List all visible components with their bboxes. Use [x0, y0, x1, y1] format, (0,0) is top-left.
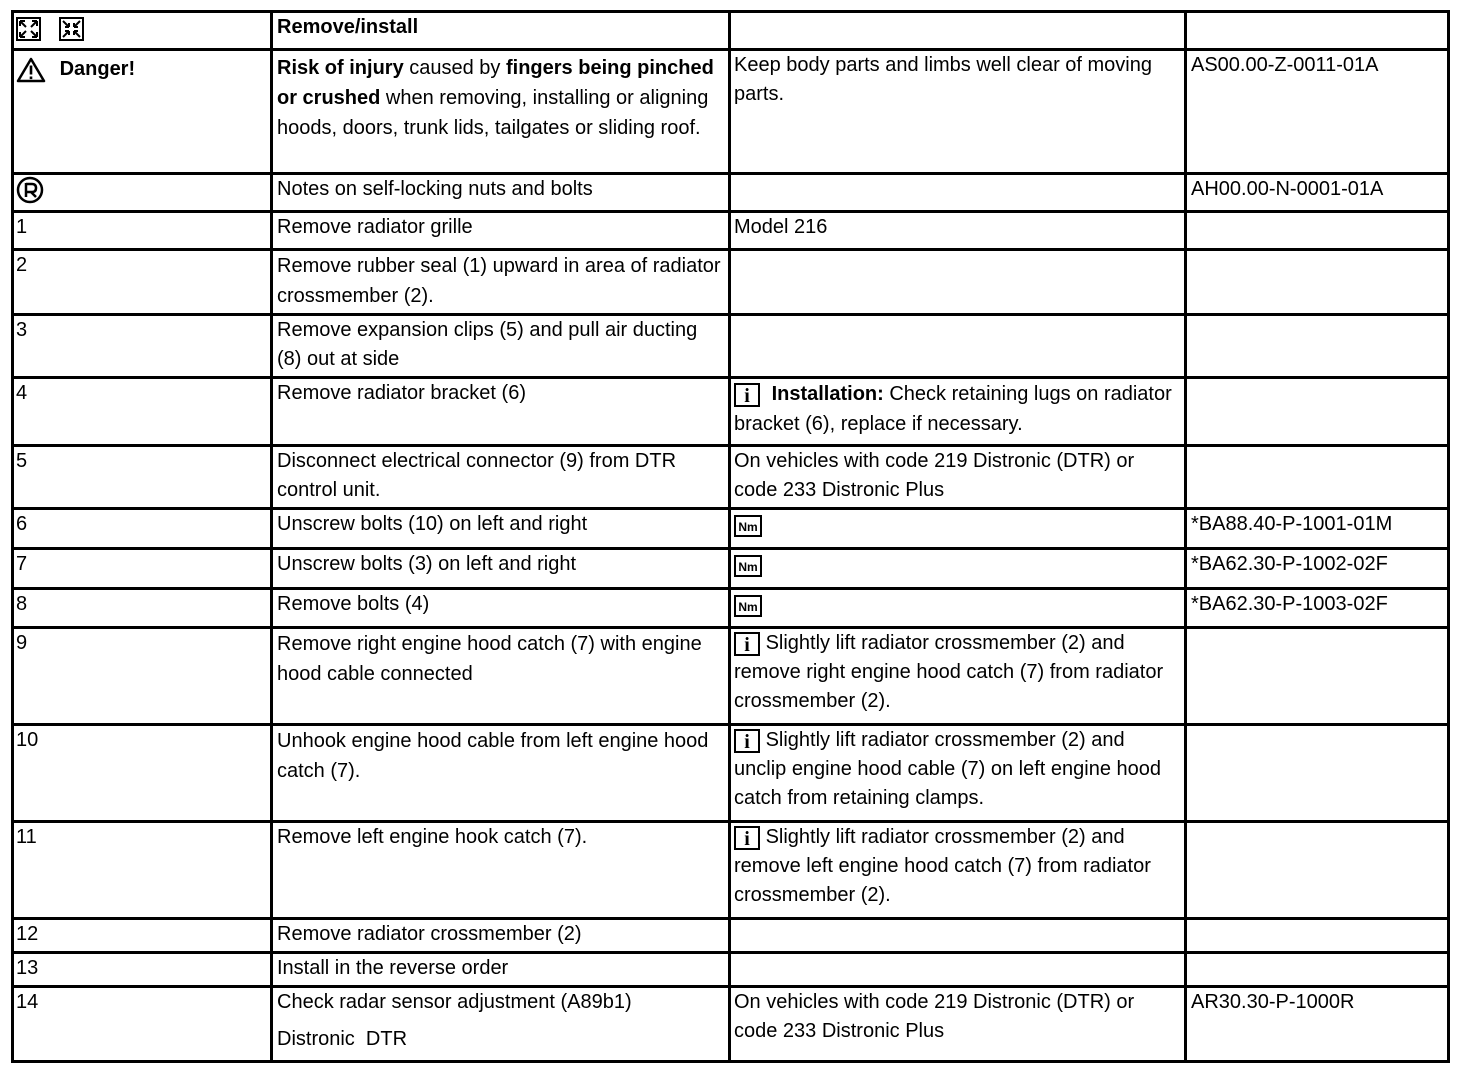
step-number: 6: [13, 509, 272, 549]
note-circle-icon: [16, 176, 44, 204]
info-icon-glyph: i: [744, 827, 750, 850]
header-empty-3: [730, 12, 1186, 50]
torque-cell: [730, 549, 1186, 589]
step-number: 5: [13, 446, 272, 509]
step-text: Remove bolts (4): [272, 589, 730, 628]
step-reference: [1186, 378, 1449, 446]
torque-cell: [730, 509, 1186, 549]
step-note: Slightly lift radiator crossmember (2) and remove right engine hood catch (7) from radiator crossmember (2).: [734, 632, 1164, 712]
info-icon: [734, 383, 760, 407]
step-text: Install in the reverse order: [272, 953, 730, 987]
step-reference: [1186, 446, 1449, 509]
step-text: Remove radiator grille: [272, 212, 730, 250]
step-text: Remove radiator bracket (6): [272, 378, 730, 446]
step-note-cell: [730, 822, 1186, 919]
step-text: Remove rubber seal (1) upward in area of radiator crossmember (2).: [272, 250, 730, 315]
notes-empty: [730, 174, 1186, 212]
step-note: Slightly lift radiator crossmember (2) and remove left engine hood catch (7) from radiator crossmember (2).: [734, 826, 1151, 906]
step-reference: [1186, 212, 1449, 250]
notes-reference[interactable]: AH00.00-N-0001-01A: [1186, 174, 1449, 212]
step-reference: [1186, 315, 1449, 378]
step-text-system: Distronic DTR: [277, 1028, 408, 1050]
danger-row: [13, 50, 1449, 174]
step-text: Disconnect electrical connector (9) from DTR control unit.: [272, 446, 730, 509]
step-note-cell: [730, 378, 1186, 446]
step-number: 9: [13, 628, 272, 725]
info-icon-glyph: i: [744, 730, 750, 753]
risk-text-1: caused by: [403, 57, 506, 79]
step-reference: [1186, 822, 1449, 919]
step-number: 10: [13, 725, 272, 822]
step-note: Check retaining lugs on radiator bracket (6), replace if necessary.: [734, 383, 1172, 435]
table-row: [13, 378, 1449, 446]
table-row: [13, 250, 1449, 315]
table-row: [13, 987, 1449, 1062]
step-number: 8: [13, 589, 272, 628]
header-icons-cell: [13, 12, 272, 50]
risk-bold-2: fingers being pinched or crushed: [277, 57, 714, 109]
torque-nm-glyph: Nm: [738, 519, 758, 534]
header-empty-4: [1186, 12, 1449, 50]
step-number: 14: [13, 987, 272, 1062]
table-row: [13, 822, 1449, 919]
step-note: On vehicles with code 219 Distronic (DTR) or code 233 Distronic Plus: [730, 446, 1186, 509]
step-note: Slightly lift radiator crossmember (2) and unclip engine hood cable (7) on left engine hood catch from retaining clamps.: [734, 729, 1161, 809]
step-number: 1: [13, 212, 272, 250]
step-reference: [1186, 953, 1449, 987]
risk-text-2: when removing, installing or aligning hoods, doors, trunk lids, tailgates or sliding roof.: [277, 87, 709, 139]
procedure-table: [11, 10, 1450, 1063]
table-row: [13, 315, 1449, 378]
step-note: [730, 919, 1186, 953]
torque-cell: [730, 589, 1186, 628]
warning-triangle-icon: [16, 57, 46, 83]
step-text: Remove left engine hook catch (7).: [272, 822, 730, 919]
step-note-cell: [730, 725, 1186, 822]
info-icon-glyph: i: [744, 633, 750, 656]
notes-icon-cell: [13, 174, 272, 212]
step-text: Unhook engine hood cable from left engine hood catch (7).: [272, 725, 730, 822]
notes-text: Notes on self-locking nuts and bolts: [272, 174, 730, 212]
step-number: 7: [13, 549, 272, 589]
step-text: Remove expansion clips (5) and pull air ducting (8) out at side: [272, 315, 730, 378]
danger-reference[interactable]: AS00.00-Z-0011-01A: [1186, 50, 1449, 174]
step-text-cell: [272, 987, 730, 1062]
torque-nm-icon[interactable]: [734, 555, 762, 577]
danger-action: Keep body parts and limbs well clear of moving parts.: [730, 50, 1186, 174]
step-text: Remove radiator crossmember (2): [272, 919, 730, 953]
step-number: 3: [13, 315, 272, 378]
header-row: [13, 12, 1449, 50]
info-icon-glyph: i: [744, 384, 750, 407]
risk-bold-1: Risk of injury: [277, 57, 404, 79]
info-icon: [734, 729, 760, 753]
table-row: [13, 446, 1449, 509]
step-text: Unscrew bolts (10) on left and right: [272, 509, 730, 549]
torque-nm-glyph: Nm: [738, 599, 758, 614]
step-number: 4: [13, 378, 272, 446]
step-number: 11: [13, 822, 272, 919]
table-row: [13, 509, 1449, 549]
danger-label: Danger!: [59, 58, 136, 80]
table-row: [13, 953, 1449, 987]
notes-row: [13, 174, 1449, 212]
step-reference: [1186, 725, 1449, 822]
table-row: [13, 212, 1449, 250]
table-row: [13, 919, 1449, 953]
header-title: Remove/install: [272, 12, 730, 50]
danger-label-cell: [13, 50, 272, 174]
step-text: Check radar sensor adjustment (A89b1): [277, 991, 632, 1013]
step-reference: [1186, 628, 1449, 725]
step-note: On vehicles with code 219 Distronic (DTR) or code 233 Distronic Plus: [730, 987, 1186, 1062]
table-row: [13, 589, 1449, 628]
expand-icon[interactable]: [16, 17, 41, 41]
table-row: [13, 725, 1449, 822]
step-reference[interactable]: *BA62.30-P-1002-02F: [1186, 549, 1449, 589]
collapse-icon[interactable]: [59, 17, 84, 41]
step-note: [730, 315, 1186, 378]
step-reference: [1186, 919, 1449, 953]
info-icon: [734, 826, 760, 850]
step-number: 13: [13, 953, 272, 987]
step-note: Model 216: [730, 212, 1186, 250]
step-reference[interactable]: *BA62.30-P-1003-02F: [1186, 589, 1449, 628]
step-note: [730, 953, 1186, 987]
torque-nm-icon[interactable]: [734, 515, 762, 537]
step-reference[interactable]: AR30.30-P-1000R: [1186, 987, 1449, 1062]
step-reference: [1186, 250, 1449, 315]
installation-label: Installation:: [771, 383, 884, 405]
step-note-cell: [730, 628, 1186, 725]
step-number: 2: [13, 250, 272, 315]
danger-description: [272, 50, 730, 174]
step-number: 12: [13, 919, 272, 953]
step-reference[interactable]: *BA88.40-P-1001-01M: [1186, 509, 1449, 549]
torque-nm-icon[interactable]: [734, 595, 762, 617]
step-text: Unscrew bolts (3) on left and right: [272, 549, 730, 589]
torque-nm-glyph: Nm: [738, 559, 758, 574]
table-row: [13, 549, 1449, 589]
info-icon: [734, 632, 760, 656]
step-note: [730, 250, 1186, 315]
table-row: [13, 628, 1449, 725]
step-text: Remove right engine hood catch (7) with engine hood cable connected: [272, 628, 730, 725]
